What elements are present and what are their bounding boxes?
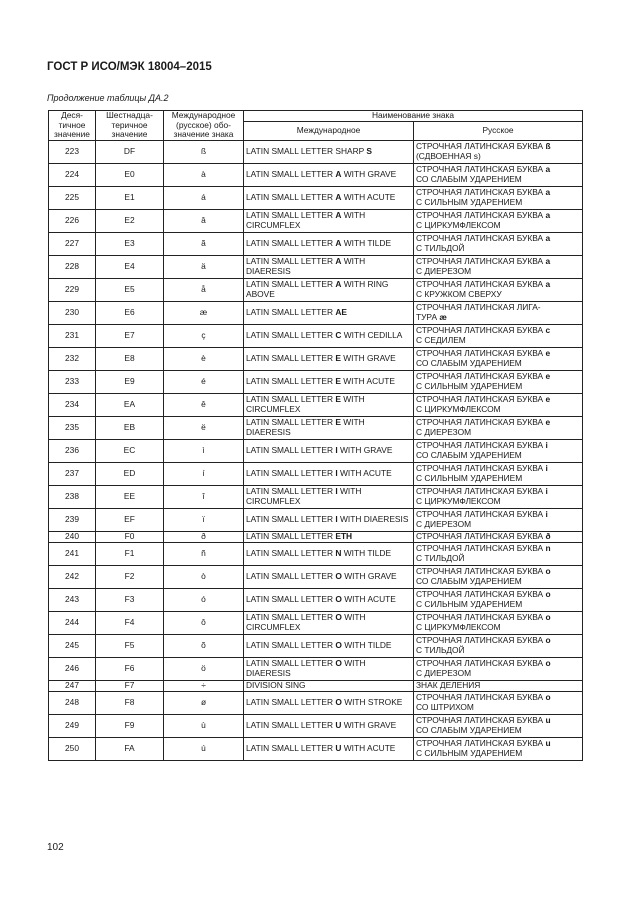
cell-hex: E4 (96, 255, 164, 278)
cell-international-name: LATIN SMALL LETTER O WITH STROKE (244, 691, 414, 714)
table-row (49, 278, 583, 301)
cell-hex: E8 (96, 347, 164, 370)
cell-russian-name: СТРОЧНАЯ ЛАТИНСКАЯ БУКВА a С КРУЖКОМ СВЕРХУ (414, 278, 583, 301)
cell-symbol: ã (164, 232, 244, 255)
table-row (49, 462, 583, 485)
cell-symbol: õ (164, 634, 244, 657)
cell-hex: EB (96, 416, 164, 439)
cell-russian-name: СТРОЧНАЯ ЛАТИНСКАЯ БУКВА c С СЕДИЛЕМ (414, 324, 583, 347)
cell-symbol: ó (164, 588, 244, 611)
cell-decimal: 228 (49, 255, 96, 278)
cell-hex: F5 (96, 634, 164, 657)
cell-hex: EC (96, 439, 164, 462)
cell-international-name: LATIN SMALL LETTER A WITH TILDE (244, 232, 414, 255)
cell-decimal: 250 (49, 737, 96, 760)
cell-symbol: ÷ (164, 680, 244, 691)
cell-russian-name: СТРОЧНАЯ ЛАТИНСКАЯ БУКВА a С ДИЕРЕЗОМ (414, 255, 583, 278)
table-row (49, 611, 583, 634)
cell-decimal: 241 (49, 542, 96, 565)
cell-decimal: 231 (49, 324, 96, 347)
cell-international-name: LATIN SMALL LETTER E WITH ACUTE (244, 370, 414, 393)
cell-symbol: â (164, 209, 244, 232)
cell-symbol: ê (164, 393, 244, 416)
cell-decimal: 238 (49, 485, 96, 508)
cell-decimal: 234 (49, 393, 96, 416)
table-row (49, 634, 583, 657)
cell-symbol: ì (164, 439, 244, 462)
table-row (49, 186, 583, 209)
cell-russian-name: СТРОЧНАЯ ЛАТИНСКАЯ БУКВА i С ДИЕРЕЗОМ (414, 508, 583, 531)
table-row (49, 439, 583, 462)
table-row (49, 691, 583, 714)
cell-decimal: 230 (49, 301, 96, 324)
cell-russian-name: СТРОЧНАЯ ЛАТИНСКАЯ БУКВА u СО СЛАБЫМ УДАРЕНИЕМ (414, 714, 583, 737)
cell-international-name: LATIN SMALL LETTER A WITH ACUTE (244, 186, 414, 209)
cell-russian-name: СТРОЧНАЯ ЛАТИНСКАЯ БУКВА ð (414, 531, 583, 542)
cell-international-name: LATIN SMALL LETTER O WITH CIRCUMFLEX (244, 611, 414, 634)
cell-international-name: LATIN SMALL LETTER O WITH DIAERESIS (244, 657, 414, 680)
cell-symbol: ú (164, 737, 244, 760)
cell-decimal: 223 (49, 140, 96, 163)
cell-international-name: LATIN SMALL LETTER A WITH DIAERESIS (244, 255, 414, 278)
table-row (49, 588, 583, 611)
table-row (49, 531, 583, 542)
table-row (49, 737, 583, 760)
cell-symbol: ï (164, 508, 244, 531)
cell-international-name: LATIN SMALL LETTER U WITH ACUTE (244, 737, 414, 760)
cell-symbol: í (164, 462, 244, 485)
cell-international-name: LATIN SMALL LETTER O WITH ACUTE (244, 588, 414, 611)
cell-international-name: LATIN SMALL LETTER A WITH CIRCUMFLEX (244, 209, 414, 232)
cell-international-name: LATIN SMALL LETTER U WITH GRAVE (244, 714, 414, 737)
cell-international-name: LATIN SMALL LETTER O WITH GRAVE (244, 565, 414, 588)
cell-international-name: LATIN SMALL LETTER O WITH TILDE (244, 634, 414, 657)
cell-russian-name: ЗНАК ДЕЛЕНИЯ (414, 680, 583, 691)
cell-russian-name: СТРОЧНАЯ ЛАТИНСКАЯ БУКВА e С СИЛЬНЫМ УДАРЕНИЕМ (414, 370, 583, 393)
cell-symbol: ð (164, 531, 244, 542)
cell-symbol: ö (164, 657, 244, 680)
cell-hex: F2 (96, 565, 164, 588)
cell-russian-name: СТРОЧНАЯ ЛАТИНСКАЯ БУКВА n С ТИЛЬДОЙ (414, 542, 583, 565)
cell-symbol: ç (164, 324, 244, 347)
header-international: Международное (244, 122, 414, 140)
cell-decimal: 248 (49, 691, 96, 714)
cell-hex: EA (96, 393, 164, 416)
cell-hex: EF (96, 508, 164, 531)
cell-hex: E2 (96, 209, 164, 232)
document-title: ГОСТ Р ИСО/МЭК 18004–2015 (47, 61, 212, 73)
cell-symbol: æ (164, 301, 244, 324)
cell-decimal: 229 (49, 278, 96, 301)
cell-decimal: 249 (49, 714, 96, 737)
cell-symbol: ß (164, 140, 244, 163)
table-row (49, 163, 583, 186)
cell-decimal: 246 (49, 657, 96, 680)
cell-international-name: LATIN SMALL LETTER AE (244, 301, 414, 324)
cell-russian-name: СТРОЧНАЯ ЛАТИНСКАЯ БУКВА o СО СЛАБЫМ УДАРЕНИЕМ (414, 565, 583, 588)
table-row (49, 565, 583, 588)
header-symbol: Международное (русское) обо- значение знака (164, 111, 244, 141)
cell-russian-name: СТРОЧНАЯ ЛАТИНСКАЯ БУКВА ß (СДВОЕННАЯ s) (414, 140, 583, 163)
cell-decimal: 227 (49, 232, 96, 255)
cell-decimal: 244 (49, 611, 96, 634)
cell-decimal: 235 (49, 416, 96, 439)
cell-decimal: 226 (49, 209, 96, 232)
cell-international-name: DIVISION SING (244, 680, 414, 691)
cell-symbol: ñ (164, 542, 244, 565)
cell-symbol: ä (164, 255, 244, 278)
cell-symbol: î (164, 485, 244, 508)
cell-russian-name: СТРОЧНАЯ ЛАТИНСКАЯ БУКВА e СО СЛАБЫМ УДАРЕНИЕМ (414, 347, 583, 370)
cell-international-name: LATIN SMALL LETTER A WITH RING ABOVE (244, 278, 414, 301)
cell-international-name: LATIN SMALL LETTER C WITH CEDILLA (244, 324, 414, 347)
cell-hex: E5 (96, 278, 164, 301)
cell-hex: EE (96, 485, 164, 508)
cell-symbol: è (164, 347, 244, 370)
cell-russian-name: СТРОЧНАЯ ЛАТИНСКАЯ БУКВА e С ДИЕРЕЗОМ (414, 416, 583, 439)
cell-russian-name: СТРОЧНАЯ ЛАТИНСКАЯ БУКВА i СО СЛАБЫМ УДАРЕНИЕМ (414, 439, 583, 462)
cell-symbol: ù (164, 714, 244, 737)
cell-russian-name: СТРОЧНАЯ ЛАТИНСКАЯ БУКВА a С ТИЛЬДОЙ (414, 232, 583, 255)
cell-symbol: å (164, 278, 244, 301)
table-caption: Продолжение таблицы ДА.2 (47, 93, 169, 103)
cell-hex: F6 (96, 657, 164, 680)
table-row (49, 657, 583, 680)
page-number: 102 (47, 842, 64, 853)
character-table (48, 110, 583, 761)
table-row (49, 232, 583, 255)
table-row (49, 393, 583, 416)
table-row (49, 324, 583, 347)
cell-hex: E6 (96, 301, 164, 324)
header-name: Наименование знака (244, 111, 583, 122)
cell-hex: DF (96, 140, 164, 163)
cell-international-name: LATIN SMALL LETTER A WITH GRAVE (244, 163, 414, 186)
cell-russian-name: СТРОЧНАЯ ЛАТИНСКАЯ БУКВА o С ТИЛЬДОЙ (414, 634, 583, 657)
cell-russian-name: СТРОЧНАЯ ЛАТИНСКАЯ БУКВА o С СИЛЬНЫМ УДАРЕНИЕМ (414, 588, 583, 611)
cell-symbol: ô (164, 611, 244, 634)
header-russian: Русское (414, 122, 583, 140)
cell-hex: E9 (96, 370, 164, 393)
cell-russian-name: СТРОЧНАЯ ЛАТИНСКАЯ БУКВА i С ЦИРКУМФЛЕКСОМ (414, 485, 583, 508)
cell-decimal: 242 (49, 565, 96, 588)
cell-hex: E7 (96, 324, 164, 347)
table-row (49, 255, 583, 278)
cell-decimal: 224 (49, 163, 96, 186)
cell-hex: F9 (96, 714, 164, 737)
cell-hex: E1 (96, 186, 164, 209)
cell-international-name: LATIN SMALL LETTER E WITH CIRCUMFLEX (244, 393, 414, 416)
cell-russian-name: СТРОЧНАЯ ЛАТИНСКАЯ БУКВА a СО СЛАБЫМ УДАРЕНИЕМ (414, 163, 583, 186)
table-row (49, 714, 583, 737)
cell-symbol: ò (164, 565, 244, 588)
cell-hex: F0 (96, 531, 164, 542)
cell-russian-name: СТРОЧНАЯ ЛАТИНСКАЯ БУКВА o С ЦИРКУМФЛЕКСОМ (414, 611, 583, 634)
table-row (49, 416, 583, 439)
cell-hex: F1 (96, 542, 164, 565)
cell-decimal: 236 (49, 439, 96, 462)
cell-hex: F7 (96, 680, 164, 691)
cell-hex: F4 (96, 611, 164, 634)
cell-symbol: é (164, 370, 244, 393)
cell-international-name: LATIN SMALL LETTER SHARP S (244, 140, 414, 163)
cell-international-name: LATIN SMALL LETTER E WITH GRAVE (244, 347, 414, 370)
cell-russian-name: СТРОЧНАЯ ЛАТИНСКАЯ БУКВА e С ЦИРКУМФЛЕКСОМ (414, 393, 583, 416)
cell-decimal: 243 (49, 588, 96, 611)
cell-russian-name: СТРОЧНАЯ ЛАТИНСКАЯ БУКВА a С СИЛЬНЫМ УДАРЕНИЕМ (414, 186, 583, 209)
cell-international-name: LATIN SMALL LETTER I WITH DIAERESIS (244, 508, 414, 531)
cell-international-name: LATIN SMALL LETTER I WITH CIRCUMFLEX (244, 485, 414, 508)
cell-international-name: LATIN SMALL LETTER N WITH TILDE (244, 542, 414, 565)
table-row (49, 485, 583, 508)
cell-russian-name: СТРОЧНАЯ ЛАТИНСКАЯ БУКВА o С ДИЕРЕЗОМ (414, 657, 583, 680)
table-row (49, 542, 583, 565)
cell-decimal: 239 (49, 508, 96, 531)
cell-hex: E3 (96, 232, 164, 255)
table-row (49, 140, 583, 163)
cell-symbol: ë (164, 416, 244, 439)
cell-international-name: LATIN SMALL LETTER I WITH GRAVE (244, 439, 414, 462)
cell-hex: F8 (96, 691, 164, 714)
cell-hex: F3 (96, 588, 164, 611)
cell-symbol: á (164, 186, 244, 209)
cell-russian-name: СТРОЧНАЯ ЛАТИНСКАЯ БУКВА a С ЦИРКУМФЛЕКСОМ (414, 209, 583, 232)
cell-international-name: LATIN SMALL LETTER E WITH DIAERESIS (244, 416, 414, 439)
cell-decimal: 233 (49, 370, 96, 393)
cell-symbol: à (164, 163, 244, 186)
table-row (49, 347, 583, 370)
cell-russian-name: СТРОЧНАЯ ЛАТИНСКАЯ БУКВА o СО ШТРИХОМ (414, 691, 583, 714)
cell-decimal: 245 (49, 634, 96, 657)
table-row (49, 680, 583, 691)
table-row (49, 508, 583, 531)
cell-decimal: 225 (49, 186, 96, 209)
cell-hex: FA (96, 737, 164, 760)
cell-international-name: LATIN SMALL LETTER ETH (244, 531, 414, 542)
cell-russian-name: СТРОЧНАЯ ЛАТИНСКАЯ БУКВА i С СИЛЬНЫМ УДАРЕНИЕМ (414, 462, 583, 485)
cell-russian-name: СТРОЧНАЯ ЛАТИНСКАЯ БУКВА u С СИЛЬНЫМ УДАРЕНИЕМ (414, 737, 583, 760)
cell-russian-name: СТРОЧНАЯ ЛАТИНСКАЯ ЛИГА- ТУРА æ (414, 301, 583, 324)
cell-decimal: 232 (49, 347, 96, 370)
cell-international-name: LATIN SMALL LETTER I WITH ACUTE (244, 462, 414, 485)
table-row (49, 301, 583, 324)
cell-hex: E0 (96, 163, 164, 186)
header-hex: Шестнадца- теричное значение (96, 111, 164, 141)
cell-symbol: ø (164, 691, 244, 714)
cell-decimal: 240 (49, 531, 96, 542)
table-row (49, 370, 583, 393)
header-decimal: Деся- тичное значение (49, 111, 96, 141)
table-row (49, 209, 583, 232)
cell-decimal: 237 (49, 462, 96, 485)
cell-decimal: 247 (49, 680, 96, 691)
cell-hex: ED (96, 462, 164, 485)
